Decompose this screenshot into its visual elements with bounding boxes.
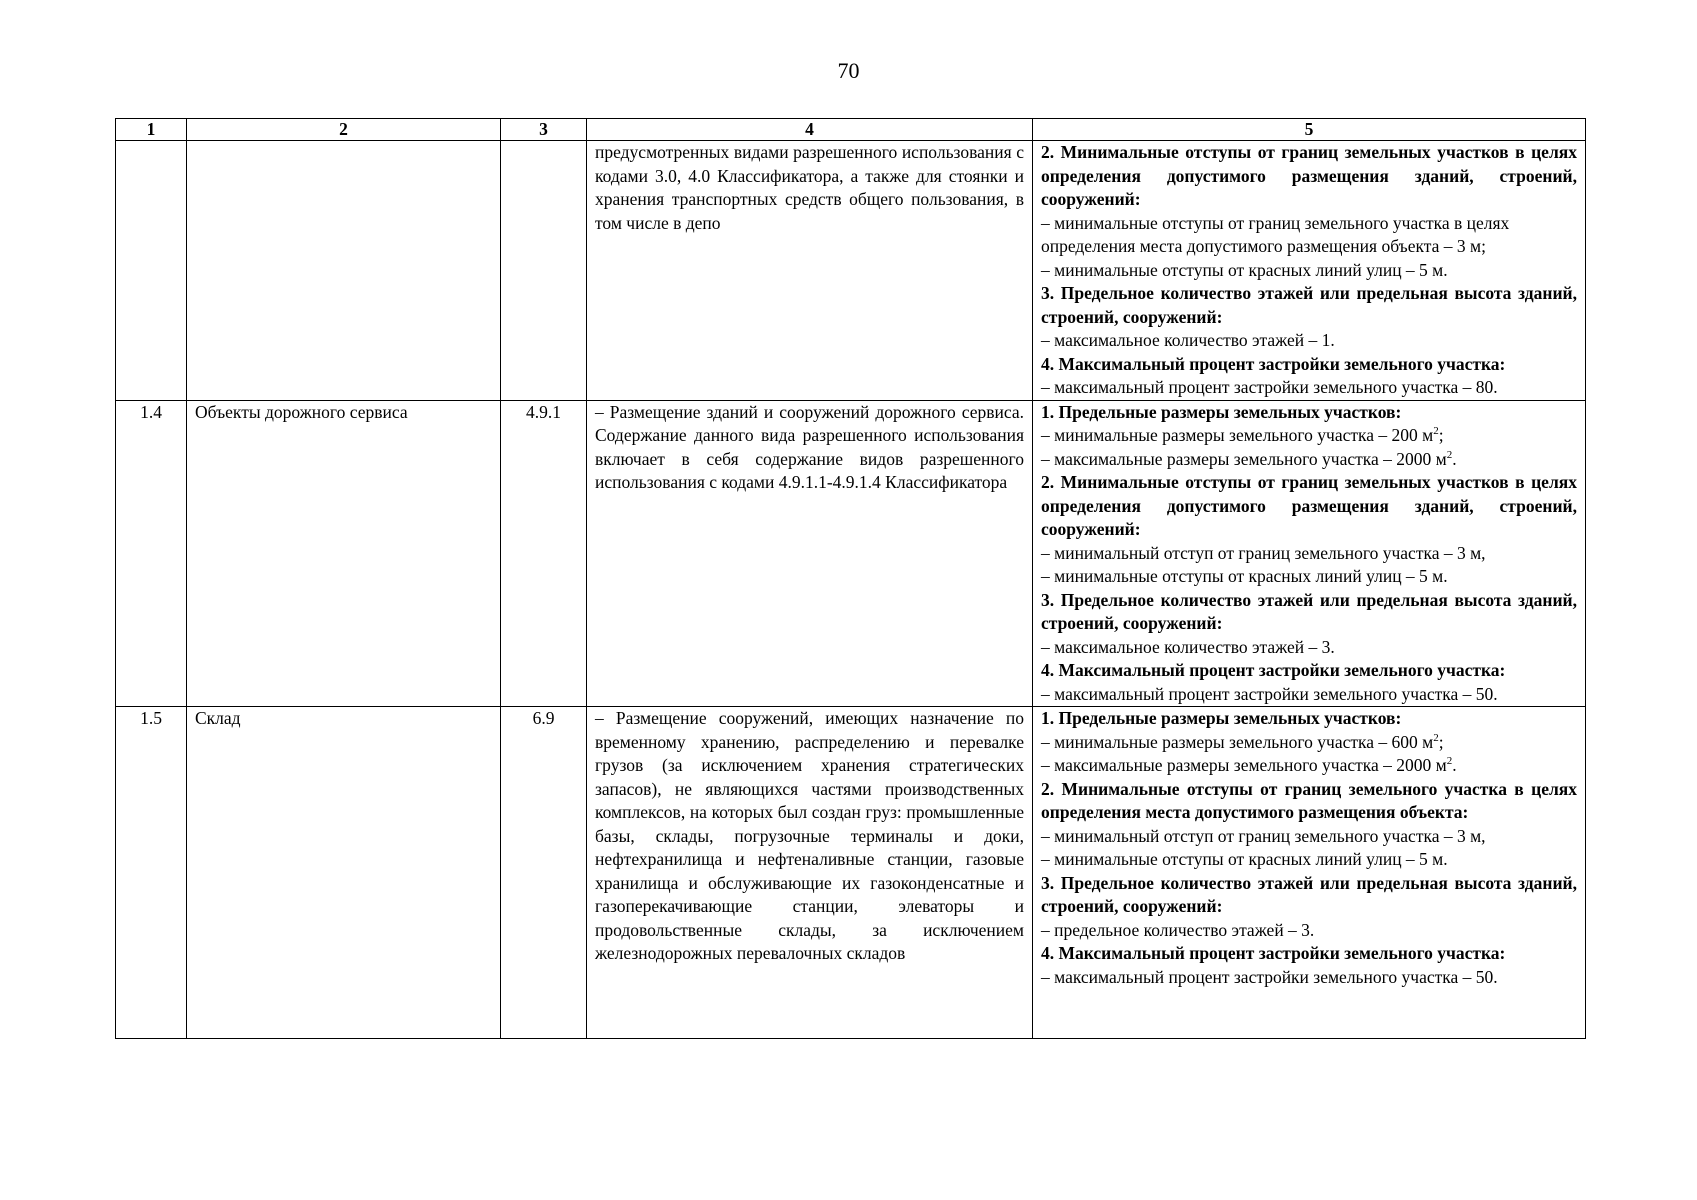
parameter-text: 2. Минимальные отступы от границ земельных участков в целях определения допустимого размещения зданий, строений, сооружений: — [1041, 472, 1577, 539]
parameter-value — [1041, 212, 1577, 259]
parameter-heading — [1041, 707, 1577, 731]
parameter-value — [1041, 754, 1577, 778]
parameters-cell — [1033, 707, 1586, 1039]
table-row — [116, 707, 1586, 1039]
parameter-value — [1041, 259, 1577, 283]
column-header-2: 2 — [187, 119, 501, 141]
parameter-heading — [1041, 778, 1577, 825]
parameter-text: – минимальный отступ от границ земельного участка – 3 м, — [1041, 542, 1486, 563]
parameter-heading — [1041, 872, 1577, 919]
row-number-cell: 1.4 — [116, 400, 187, 707]
parameter-heading — [1041, 401, 1577, 425]
use-description-cell: – Размещение зданий и сооружений дорожного сервиса. Содержание данного вида разрешенного использования включает в себя содержание видов разрешенного использования с кодами 4.9.1.1-4.9.1.4 Классификатора — [587, 400, 1033, 707]
parameter-text: 3. Предельное количество этажей или предельная высота зданий, строений, сооружений: — [1041, 589, 1577, 633]
superscript: 2 — [1433, 425, 1439, 438]
parameter-value — [1041, 565, 1577, 589]
parameter-tail: . — [1452, 755, 1457, 775]
parameter-heading — [1041, 589, 1577, 636]
table-header-row — [116, 119, 1586, 141]
parameter-value — [1041, 424, 1577, 448]
parameter-heading — [1041, 471, 1577, 542]
parameter-value — [1041, 683, 1577, 707]
parameter-value — [1041, 376, 1577, 400]
parameter-text: 1. Предельные размеры земельных участков: — [1041, 708, 1402, 728]
parameter-heading — [1041, 141, 1577, 212]
superscript: 2 — [1433, 731, 1439, 744]
column-header-1: 1 — [116, 119, 187, 141]
parameter-heading — [1041, 353, 1577, 377]
parameter-text: – максимальное количество этажей – 3. — [1041, 636, 1335, 657]
parameter-text: 4. Максимальный процент застройки земельного участка: — [1041, 660, 1506, 680]
page-number: 70 — [837, 58, 860, 83]
parameter-text: – максимальный процент застройки земельного участка – 50. — [1041, 683, 1498, 704]
parameter-value — [1041, 329, 1577, 353]
parameter-text: 4. Максимальный процент застройки земельного участка: — [1041, 943, 1506, 963]
column-header-3: 3 — [501, 119, 587, 141]
row-number-cell: 1.5 — [116, 707, 187, 1039]
column-header-4: 4 — [587, 119, 1033, 141]
parameter-text: 1. Предельные размеры земельных участков: — [1041, 401, 1402, 422]
parameter-text: 3. Предельное количество этажей или предельная высота зданий, строений, сооружений: — [1041, 872, 1577, 916]
parameter-heading — [1041, 282, 1577, 329]
parameter-text: 2. Минимальные отступы от границ земельных участков в целях определения допустимого размещения зданий, строений, сооружений: — [1041, 142, 1577, 209]
use-name-cell: Склад — [187, 707, 501, 1039]
parameter-text: 3. Предельное количество этажей или предельная высота зданий, строений, сооружений: — [1041, 283, 1577, 327]
superscript: 2 — [1446, 448, 1453, 461]
parameter-text: – минимальные размеры земельного участка – 200 м — [1041, 425, 1434, 445]
table-row — [116, 141, 1586, 401]
table-row — [116, 400, 1586, 707]
parameter-value — [1041, 542, 1577, 566]
parameter-heading — [1041, 659, 1577, 683]
land-use-table — [115, 118, 1586, 1039]
parameter-text: – максимальное количество этажей – 1. — [1041, 330, 1335, 350]
use-description-cell: предусмотренных видами разрешенного использования с кодами 3.0, 4.0 Классификатора, а также для стоянки и хранения транспортных средств общего пользования, в том числе в депо — [587, 141, 1033, 401]
parameter-text: – максимальный процент застройки земельного участка – 50. — [1041, 966, 1498, 987]
parameter-text: – минимальные отступы от красных линий улиц – 5 м. — [1041, 259, 1448, 280]
parameter-text: 4. Максимальный процент застройки земельного участка: — [1041, 353, 1506, 374]
parameter-text: – минимальные отступы от красных линий улиц – 5 м. — [1041, 849, 1448, 869]
classifier-code-cell: 6.9 — [501, 707, 587, 1039]
parameter-value — [1041, 825, 1577, 849]
row-number-cell — [116, 141, 187, 401]
table-body — [116, 141, 1586, 1039]
parameter-value — [1041, 966, 1577, 990]
use-description-cell: – Размещение сооружений, имеющих назначение по временному хранению, распределению и перевалке грузов (за исключением хранения стратегических запасов), не являющихся частями производственных комплексов, на которых был создан груз: промышленные базы, склады, погрузочные терминалы и доки, нефтехранилища и нефтеналивные станции, газовые хранилища и обслуживающие их газоконденсатные и газоперекачивающие станции, элеваторы и продовольственные склады, за исключением железнодорожных перевалочных складов — [587, 707, 1033, 1039]
use-name-cell — [187, 141, 501, 401]
classifier-code-cell — [501, 141, 587, 401]
parameter-value — [1041, 919, 1577, 943]
parameters-cell — [1033, 400, 1586, 707]
parameter-text: – минимальные отступы от границ земельного участка в целях определения места допустимого размещения объекта – 3 м; — [1041, 212, 1510, 256]
classifier-code-cell: 4.9.1 — [501, 400, 587, 707]
use-name-cell: Объекты дорожного сервиса — [187, 400, 501, 707]
parameter-text: 2. Минимальные отступы от границ земельного участка в целях определения места допустимого размещения объекта: — [1041, 778, 1577, 822]
parameter-tail: ; — [1438, 425, 1444, 445]
parameters-cell — [1033, 141, 1586, 401]
parameter-text: – максимальный процент застройки земельного участка – 80. — [1041, 377, 1498, 397]
parameter-value — [1041, 636, 1577, 660]
parameter-value — [1041, 448, 1577, 472]
parameter-heading — [1041, 942, 1577, 966]
parameter-text: – минимальные размеры земельного участка – 600 м — [1041, 731, 1434, 752]
parameter-tail: ; — [1438, 731, 1444, 752]
parameter-text: – предельное количество этажей – 3. — [1041, 919, 1315, 940]
parameter-text: – максимальные размеры земельного участка – 2000 м — [1041, 755, 1447, 775]
column-header-5: 5 — [1033, 119, 1586, 141]
parameter-tail: . — [1452, 448, 1457, 469]
parameter-text: – минимальный отступ от границ земельного участка – 3 м, — [1041, 825, 1486, 846]
parameter-text: – минимальные отступы от красных линий улиц – 5 м. — [1041, 566, 1448, 586]
superscript: 2 — [1446, 755, 1453, 768]
parameter-value — [1041, 731, 1577, 755]
parameter-value — [1041, 848, 1577, 872]
parameter-text: – максимальные размеры земельного участка – 2000 м — [1041, 448, 1447, 469]
